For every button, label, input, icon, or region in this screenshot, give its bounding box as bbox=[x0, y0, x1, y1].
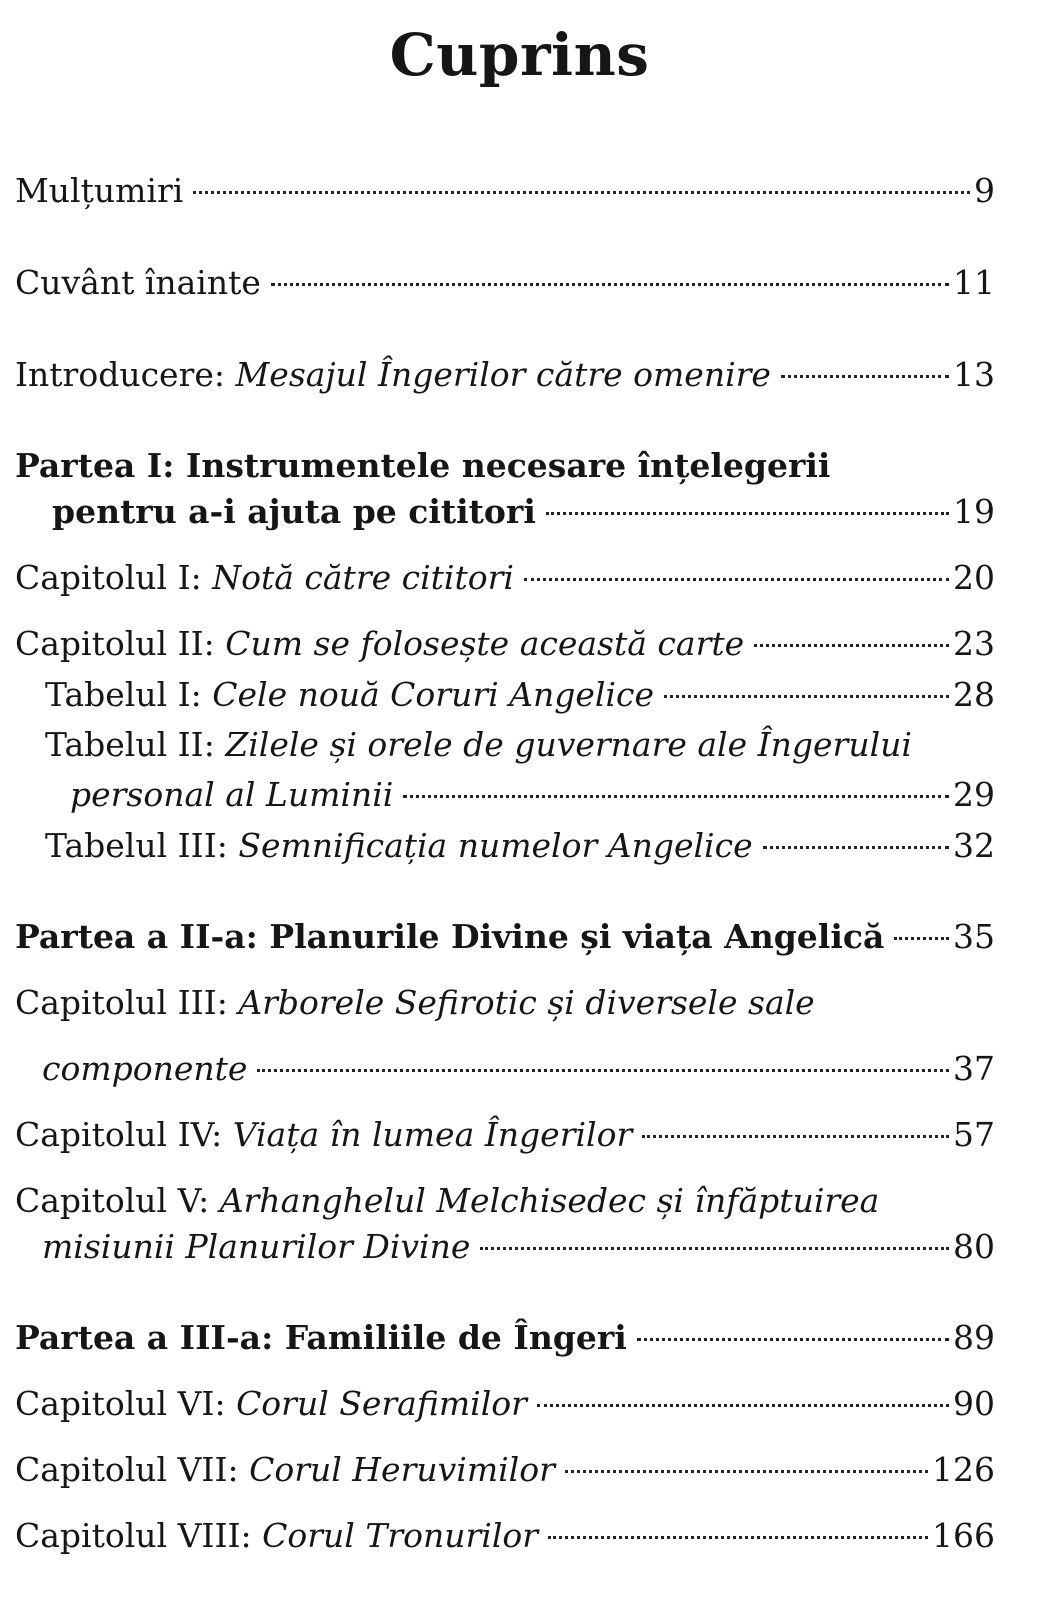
entry-italic-title: Arborele Sefirotic și diversele sale bbox=[238, 983, 815, 1022]
toc-entry[interactable] bbox=[15, 1447, 995, 1493]
entry-label: Tabelul I: Cele nouă Coruri Angelice bbox=[45, 675, 654, 714]
page-number: 9 bbox=[974, 171, 995, 210]
entry-first-line: Capitolul V: Arhanghelul Melchisedec și înfăptuirea bbox=[15, 1181, 880, 1220]
entry-italic-title: Cele nouă Coruri Angelice bbox=[212, 675, 654, 714]
toc-entry[interactable] bbox=[42, 1046, 995, 1092]
toc-entry[interactable] bbox=[15, 352, 995, 398]
dot-leader bbox=[546, 512, 949, 515]
entry-label: Capitolul VIII: Corul Tronurilor bbox=[15, 1516, 539, 1555]
toc-entry[interactable] bbox=[70, 772, 995, 818]
dot-leader bbox=[537, 1404, 949, 1407]
entry-italic-title: Cum se folosește această carte bbox=[225, 624, 745, 663]
page-number: 57 bbox=[953, 1115, 995, 1154]
page-number: 126 bbox=[932, 1450, 995, 1489]
entry-label: Partea a II-a: Planurile Divine și viața Angelică bbox=[15, 917, 885, 956]
entry-label: Capitolul II: Cum se folosește această carte bbox=[15, 624, 745, 663]
dot-leader bbox=[548, 1536, 928, 1539]
dot-leader bbox=[642, 1135, 949, 1138]
toc-entry[interactable] bbox=[52, 489, 995, 535]
page-number: 28 bbox=[953, 675, 995, 714]
entry-italic-title: Arhanghelul Melchisedec și înfăptuirea bbox=[219, 1181, 880, 1220]
page-number: 37 bbox=[953, 1049, 995, 1088]
page-number: 32 bbox=[953, 826, 995, 865]
entry-italic-title: componente bbox=[42, 1049, 248, 1088]
page-number: 166 bbox=[932, 1516, 995, 1555]
entry-italic-title: Corul Heruvimilor bbox=[249, 1450, 555, 1489]
entry-label: Partea a III-a: Familiile de Îngeri bbox=[15, 1318, 627, 1357]
toc-entry[interactable] bbox=[15, 168, 995, 214]
entry-label: Capitolul VI: Corul Serafimilor bbox=[15, 1384, 527, 1423]
dot-leader bbox=[524, 578, 949, 581]
page-number: 90 bbox=[953, 1384, 995, 1423]
entry-italic-title: Notă către cititori bbox=[212, 558, 514, 597]
page-number: 19 bbox=[953, 492, 995, 531]
toc-entry[interactable] bbox=[15, 621, 995, 667]
page-number: 80 bbox=[953, 1227, 995, 1266]
toc-entry[interactable] bbox=[45, 672, 995, 718]
dot-leader bbox=[403, 795, 949, 798]
entry-italic-title: Viața în lumea Îngerilor bbox=[232, 1115, 633, 1154]
toc-entry[interactable] bbox=[42, 1224, 995, 1270]
dot-leader bbox=[763, 846, 949, 849]
toc-entry[interactable] bbox=[15, 555, 995, 601]
dot-leader bbox=[271, 283, 949, 286]
entry-label: Cuvânt înainte bbox=[15, 263, 261, 302]
entry-first-line: Capitolul III: Arborele Sefirotic și diversele sale bbox=[15, 983, 815, 1022]
toc-entry[interactable] bbox=[15, 1513, 995, 1559]
toc-entry[interactable] bbox=[15, 260, 995, 306]
entry-italic-title: misiunii Planurilor Divine bbox=[42, 1227, 471, 1266]
entry-first-line: Tabelul II: Zilele și orele de guvernare ale Îngerului bbox=[45, 725, 912, 764]
toc-entry[interactable] bbox=[15, 1315, 995, 1361]
dot-leader bbox=[257, 1069, 949, 1072]
toc-entry[interactable] bbox=[15, 1381, 995, 1427]
entry-label: Capitolul IV: Viața în lumea Îngerilor bbox=[15, 1115, 633, 1154]
dot-leader bbox=[754, 644, 949, 647]
dot-leader bbox=[637, 1338, 949, 1341]
page-number: 20 bbox=[953, 558, 995, 597]
entry-label: Introducere: Mesajul Îngerilor către omenire bbox=[15, 355, 771, 394]
dot-leader bbox=[664, 695, 949, 698]
dot-leader bbox=[193, 191, 970, 194]
page-number: 29 bbox=[953, 775, 995, 814]
entry-label: Capitolul I: Notă către cititori bbox=[15, 558, 514, 597]
entry-italic-title: Corul Serafimilor bbox=[236, 1384, 527, 1423]
toc-entry[interactable] bbox=[15, 914, 995, 960]
toc-entry[interactable] bbox=[45, 823, 995, 869]
entry-label: pentru a-i ajuta pe cititori bbox=[52, 492, 536, 531]
page-title: Cuprins bbox=[389, 21, 650, 89]
page-number: 89 bbox=[953, 1318, 995, 1357]
entry-italic-title: Corul Tronurilor bbox=[262, 1516, 539, 1555]
entry-label: Mulțumiri bbox=[15, 171, 184, 210]
entry-italic-title: Zilele și orele de guvernare ale Îngerului bbox=[225, 725, 912, 764]
page-number: 11 bbox=[953, 263, 995, 302]
entry-label: Tabelul III: Semnificația numelor Angelice bbox=[45, 826, 753, 865]
dot-leader bbox=[565, 1470, 928, 1473]
entry-italic-title: Mesajul Îngerilor către omenire bbox=[235, 355, 771, 394]
toc-entry[interactable] bbox=[15, 1112, 995, 1158]
dot-leader bbox=[480, 1247, 949, 1250]
page-number: 35 bbox=[953, 917, 995, 956]
part-heading-line: Partea I: Instrumentele necesare înțelegerii bbox=[15, 446, 831, 485]
page-number: 23 bbox=[953, 624, 995, 663]
dot-leader bbox=[781, 375, 949, 378]
dot-leader bbox=[894, 937, 949, 940]
page-number: 13 bbox=[953, 355, 995, 394]
entry-italic-title: personal al Luminii bbox=[70, 775, 394, 814]
entry-label: Capitolul VII: Corul Heruvimilor bbox=[15, 1450, 555, 1489]
entry-italic-title: Semnificația numelor Angelice bbox=[238, 826, 753, 865]
